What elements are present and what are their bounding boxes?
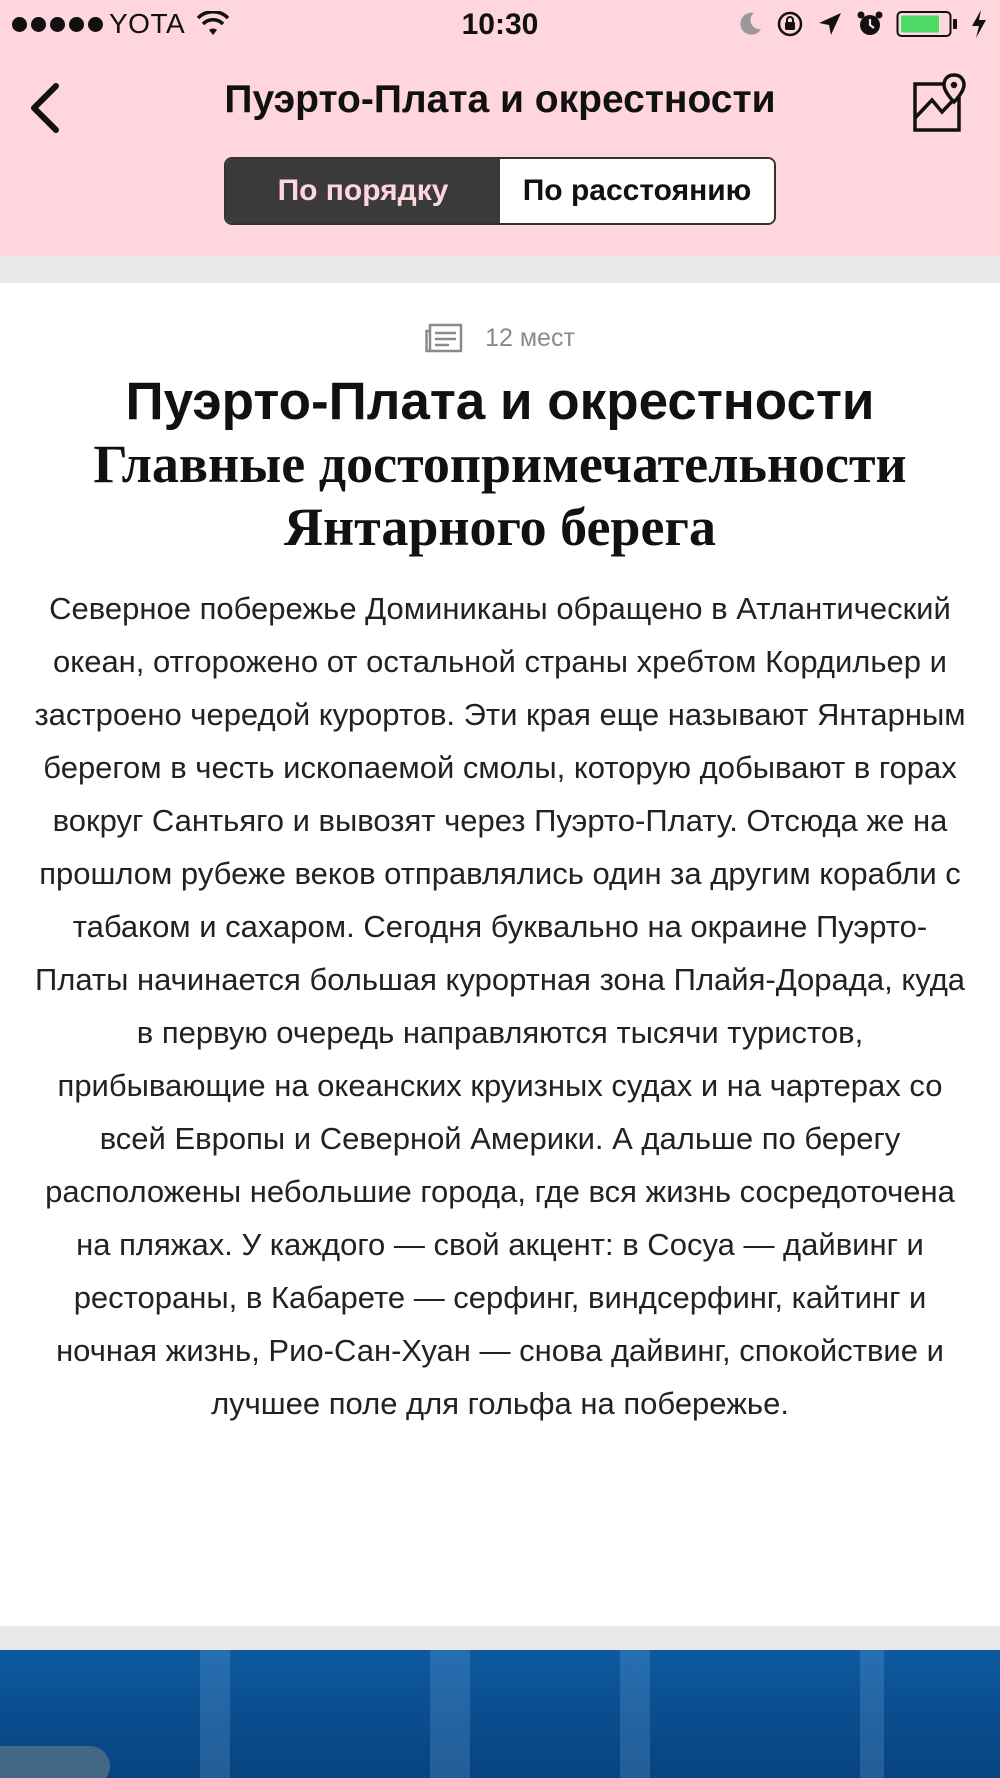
charging-bolt-icon — [970, 9, 988, 39]
status-bar — [0, 0, 1000, 50]
sort-by-distance-tab[interactable]: По расстоянию — [500, 159, 774, 223]
guide-subtitle: Главные достопримечательности Янтарного берега — [93, 434, 907, 557]
map-button[interactable] — [912, 72, 970, 134]
carrier-name: YOTA — [109, 8, 186, 39]
back-button[interactable] — [22, 78, 72, 138]
guide-intro-card — [0, 283, 1000, 1626]
light-ray — [200, 1650, 230, 1778]
guide-title: Пуэрто-Плата и окрестности — [125, 372, 875, 431]
nav-title: Пуэрто-Плата и окрестности — [224, 78, 776, 121]
status-time: 10:30 — [461, 8, 539, 41]
diver-silhouette — [0, 1746, 110, 1778]
guide-description: Северное побережье Доминиканы обращено в Атлантический океан, отгорожено от остальной страны хребтом Кордильер и застроено чередой курортов. Эти края еще называют Янтарным берегом в честь ископаемой смолы, которую добывают в горах вокруг Сантьяго и вывозят через Пуэрто-Плату. Отсюда же на прошлом рубеже веков отправлялись один за другим корабли с табаком и сахаром. Сегодня буквально на окраине Пуэрто-Платы начинается большая курортная зона Плайя-Дорада, куда в первую очередь направляются тысячи туристов, прибывающие на океанских круизных судах и на чартерах со всей Европы и Северной Америки. А дальше по берегу расположены небольшие города, где вся жизнь сосредоточена на пляжах. У каждого — свой акцент: в Сосуа — дайвинг и рестораны, в Кабарете — серфинг, виндсерфинг, кайтинг и ночная жизнь, Рио-Сан-Хуан — снова дайвинг, спокойствие и лучшее поле для гольфа на побережье. — [34, 591, 966, 1421]
list-icon — [425, 323, 463, 353]
battery-icon — [896, 10, 958, 38]
moon-icon — [736, 10, 764, 38]
alarm-icon — [856, 10, 884, 38]
light-ray — [620, 1650, 650, 1778]
sort-by-order-tab[interactable]: По порядку — [226, 159, 500, 223]
rotation-lock-icon — [776, 10, 804, 38]
header — [0, 0, 1000, 256]
cover-photo-underwater[interactable] — [0, 1650, 1000, 1778]
light-ray — [430, 1650, 470, 1778]
location-arrow-icon — [816, 10, 844, 38]
places-count-row — [0, 323, 1000, 353]
status-right — [736, 9, 988, 39]
map-icon — [915, 75, 964, 130]
light-ray — [860, 1650, 884, 1778]
places-count: 12 мест — [485, 323, 575, 352]
sort-segmented-control — [224, 157, 776, 225]
nav-bar — [0, 64, 1000, 144]
